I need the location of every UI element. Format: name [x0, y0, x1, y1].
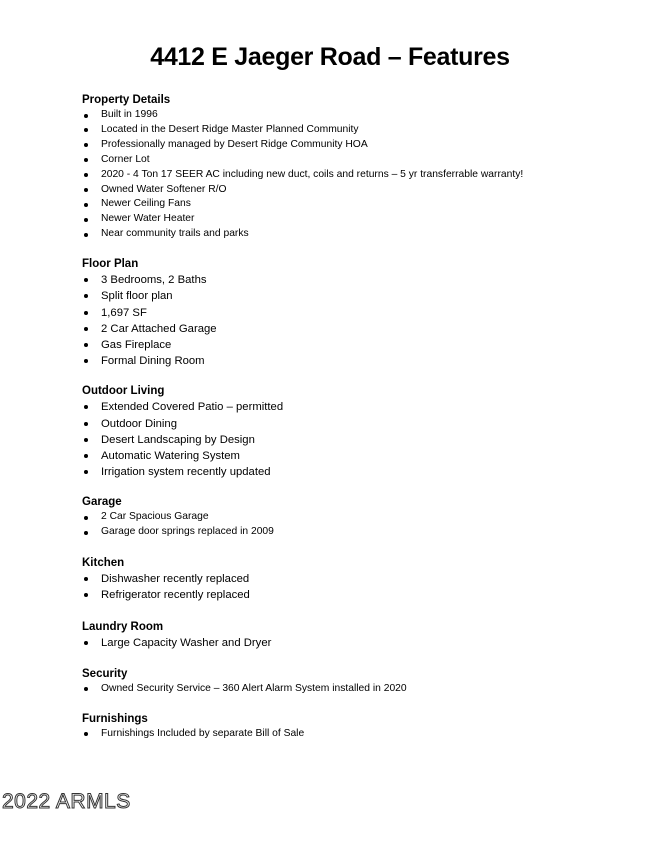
list-item: Desert Landscaping by Design [82, 432, 602, 448]
list-item: Extended Covered Patio – permitted [82, 399, 602, 415]
section-heading: Property Details [82, 94, 171, 106]
section-heading: Outdoor Living [82, 385, 165, 398]
list-item: 2 Car Attached Garage [82, 321, 602, 337]
section-heading: Kitchen [82, 557, 125, 570]
list-item: Automatic Watering System [82, 448, 602, 464]
list-item: 3 Bedrooms, 2 Baths [82, 272, 602, 288]
bullet-list [82, 272, 602, 369]
list-item: Owned Water Softener R/O [82, 183, 602, 198]
bullet-list [82, 682, 602, 697]
list-item: Outdoor Dining [82, 416, 602, 432]
section-heading: Garage [82, 496, 122, 509]
list-item: Dishwasher recently replaced [82, 571, 602, 587]
features-sections [82, 93, 602, 742]
section-property-details [82, 93, 602, 242]
list-item: Corner Lot [82, 153, 602, 168]
list-item: Newer Water Heater [82, 212, 602, 227]
bullet-list [82, 571, 602, 603]
page-title: 4412 E Jaeger Road – Features [150, 43, 510, 71]
list-item: Refrigerator recently replaced [82, 587, 602, 603]
list-item: Large Capacity Washer and Dryer [82, 635, 602, 651]
section-heading: Floor Plan [82, 258, 139, 271]
bullet-list [82, 399, 602, 480]
section-laundry-room [82, 620, 602, 651]
list-item: 2 Car Spacious Garage [82, 510, 602, 525]
section-floor-plan [82, 257, 602, 369]
list-item: 2020 - 4 Ton 17 SEER AC including new duct, coils and returns – 5 yr transferrable warranty! [82, 168, 602, 183]
section-heading: Security [82, 667, 128, 680]
list-item: Irrigation system recently updated [82, 464, 602, 480]
list-item: Garage door springs replaced in 2009 [82, 525, 602, 540]
list-item: Located in the Desert Ridge Master Planned Community [82, 123, 602, 138]
list-item: Near community trails and parks [82, 227, 602, 242]
list-item: Split floor plan [82, 288, 602, 304]
copyright-watermark: 2022 ARMLS [2, 790, 131, 813]
list-item: Owned Security Service – 360 Alert Alarm System installed in 2020 [82, 682, 602, 697]
section-furnishings [82, 712, 602, 742]
bullet-list [82, 510, 602, 540]
list-item: 1,697 SF [82, 305, 602, 321]
section-security [82, 667, 602, 697]
list-item: Gas Fireplace [82, 337, 602, 353]
section-heading: Laundry Room [82, 620, 164, 633]
bullet-list [82, 727, 602, 742]
list-item: Furnishings Included by separate Bill of Sale [82, 727, 602, 742]
section-outdoor-living [82, 384, 602, 480]
list-item: Built in 1996 [82, 108, 602, 123]
section-garage [82, 495, 602, 540]
list-item: Newer Ceiling Fans [82, 197, 602, 212]
bullet-list [82, 635, 602, 651]
section-kitchen [82, 556, 602, 603]
list-item: Professionally managed by Desert Ridge Community HOA [82, 138, 602, 153]
section-heading: Furnishings [82, 712, 148, 725]
bullet-list [82, 108, 602, 242]
list-item: Formal Dining Room [82, 353, 602, 369]
